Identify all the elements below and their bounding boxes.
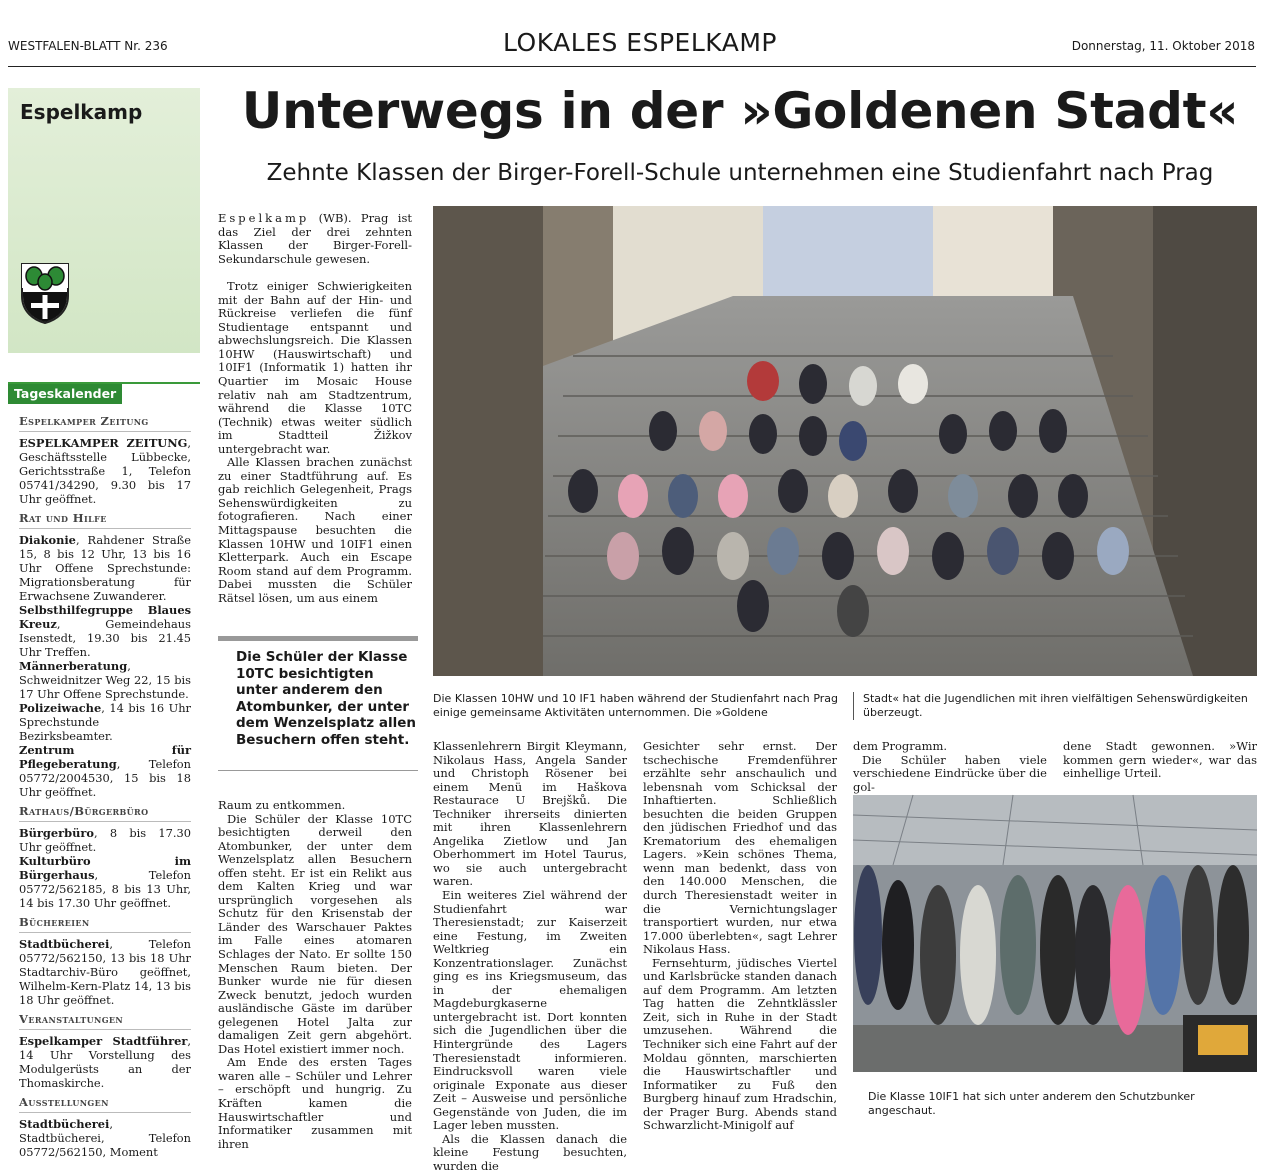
calendar-entry: Espelkamper Stadtführer, 14 Uhr Vorstellung des Modulgerüsts an der Thomaskirche. [19,1034,191,1090]
newspaper-name: WESTFALEN-BLATT Nr. 236 [8,39,168,53]
article-subheadline: Zehnte Klassen der Birger-Forell-Schule unternehmen eine Studienfahrt nach Prag [266,160,1214,186]
town-name: Espelkamp [20,100,143,124]
article-paragraph: Die Schüler haben viele verschiedene Eindrücke über die gol- [853,752,1047,794]
calendar-entry: Selbsthilfegruppe Blaues Kreuz, Gemeindehaus Isenstedt, 19.30 bis 21.45 Uhr Treffen. [19,603,191,659]
article-column-1-top [218,212,412,605]
masthead-rule [8,66,1256,67]
calendar-heading: Rathaus/Bürgerbüro [19,804,191,822]
section-title: LOKALES ESPELKAMP [503,28,777,57]
pull-quote-box [218,636,418,771]
calendar-heading: Ausstellungen [19,1095,191,1113]
article-column-5 [1063,740,1257,781]
calendar-heading: Rat und Hilfe [19,511,191,529]
calendar-entry: Männerberatung, Schweidnitzer Weg 22, 15 bis 17 Uhr Offene Sprechstunde. [19,659,191,701]
calendar-entry: Polizeiwache, 14 bis 16 Uhr Sprechstunde Bezirksbeamter. [19,701,191,743]
bunker-group-photo [853,795,1257,1072]
calendar-entry: Kulturbüro im Bürgerhaus, Telefon 05772/562185, 8 bis 13 Uhr, 14 bis 17.30 Uhr geöffnet. [19,854,191,910]
photo-caption: Die Klassen 10HW und 10 IF1 haben während der Studienfahrt nach Prag einige gemeinsame Aktivitäten unternommen. Die »Goldene [433,692,838,719]
dateline: Espelkamp [218,211,310,225]
issue-date: Donnerstag, 11. Oktober 2018 [1071,39,1255,53]
article-paragraph: Fernsehturm, jüdisches Viertel und Karlsbrücke standen danach auf dem Programm. Am letzten Tag hatten die Zehntklässler Zeit, sich in Ruhe in der Stadt umzusehen. Während die Techniker sich eine Fahrt auf der Moldau gönnten, marschierten die Hauswirtschaftler und Informatiker zu Fuß den Burgberg hinauf zum Hradschin, der Prager Burg. Abends stand Schwarzlicht-Minigolf auf [643,955,837,1133]
article-paragraph: Am Ende des ersten Tages waren alle – Schüler und Lehrer – erschöpft und hungrig. Zu Kräften kamen die Hauswirtschaftler und Informatiker zusammen mit ihren [218,1055,412,1151]
article-paragraph: Klassenlehrern Birgit Kleymann, Nikolaus Hass, Angela Sander und Christoph Rösener bei einem Menü im Haškova Restaurace U Brejšků. Die Techniker ihrerseits dinierten mit ihren Klassenlehrern Angelika Zietlow und Jan Oberhommert im Hotel Taurus, wo sie auch untergebracht waren. [433,739,627,889]
article-paragraph: Raum zu entkommen. [218,798,346,812]
article-paragraph: dem Programm. [853,739,948,753]
article-paragraph: Alle Klassen brachen zunächst zu einer Stadtführung auf. Es gab reichlich Gelegenheit, Prags Sehenswürdigkeiten zu fotografieren. Nach einer Mittagspause besuchten die Klassen 10HW und 10IF1 einen Kletterpark. Auch ein Escape Room stand auf dem Programm. Dabei mussten die Schüler Rätsel lösen, um aus einem [218,455,412,605]
article-paragraph: Als die Klassen danach die kleine Festung besuchten, wurden die [433,1131,627,1173]
calendar-entry: Bürgerbüro, 8 bis 17.30 Uhr geöffnet. [19,826,191,854]
article-paragraph: Gesichter sehr ernst. Der tschechische Fremdenführer erzählte sehr anschaulich und lebensnah vom Schicksal der Inhaftierten. Schließlich besuchten die beiden Gruppen den jüdischen Friedhof und das Krematorium des ehemaligen Lagers. »Kein schönes Thema, wenn man bedenkt, dass von den 140.000 Menschen, die durch Theresienstadt weiter in die Vernichtungslager transportiert wurden, nur etwa 17.000 überlebten«, sagt Lehrer Nikolaus Hass. [643,739,837,957]
article-column-2 [433,740,627,1174]
calendar-entry: Stadtbücherei, Stadtbücherei, Telefon 05772/562150, Moment [19,1117,191,1159]
calendar-list [19,414,191,1159]
article-paragraph: Espelkamp (WB). Prag ist das Ziel der drei zehnten Klassen der Birger-Forell-Sekundarschule gewesen. [218,211,412,266]
coat-of-arms-icon [20,262,70,324]
photo-caption-continued: Stadt« hat die Jugendlichen mit ihren vielfältigen Sehenswürdigkeiten überzeugt. [853,692,1257,720]
group-photo-prague [433,206,1257,676]
calendar-entry: Diakonie, Rahdener Straße 15, 8 bis 12 Uhr, 13 bis 16 Uhr Offene Sprechstunde: Migrationsberatung für Erwachsene Zuwanderer. [19,533,191,603]
calendar-label: Tageskalender [8,384,122,404]
calendar-heading: Büchereien [19,915,191,933]
calendar-heading: Veranstaltungen [19,1012,191,1030]
calendar-entry: Stadtbücherei, Telefon 05772/562150, 13 bis 18 Uhr Stadtarchiv-Büro geöffnet, Wilhelm-Kern-Platz 14, 13 bis 18 Uhr geöffnet. [19,937,191,1007]
pull-quote: Die Schüler der Klasse 10TC besichtigten unter anderem den Atombunker, der unter dem Wenzelsplatz allen Besuchern offen steht. [236,649,416,748]
article-paragraph: Die Schüler der Klasse 10TC besichtigten derweil den Atombunker, der unter dem Wenzelsplatz allen Besuchern offen steht. Er ist ein Relikt aus dem Kalten Krieg und war ursprünglich vorgesehen als Schutz für den Krisenstab der Länder des Warschauer Paktes im Falle eines atomaren Schlages der Nato. Er sollte 150 Menschen Raum bieten. Der Bunker wurde nie für diesen Zweck benutzt, jedoch wurden ausländische Gäste im darüber gelegenen Hotel Jalta zur damaligen Zeit gern abgehört. Das Hotel existiert immer noch. [218,811,412,1056]
calendar-entry: Zentrum für Pflegeberatung, Telefon 05772/2004530, 15 bis 18 Uhr geöffnet. [19,743,191,799]
article-paragraph: Ein weiteres Ziel während der Studienfahrt war Theresienstadt; zur Kaiserzeit eine Festung, im Zweiten Weltkrieg ein Konzentrationslager. Zunächst ging es ins Kriegsmuseum, das in der ehemaligen Magdeburgkaserne untergebracht ist. Dort konnten sich die Jugendlichen über die Hintergründe des Lagers Theresienstadt informieren. Eindrucksvoll waren viele originale Exponate aus dieser Zeit – Ausweise und persönliche Gegenstände von Juden, die im Lager leben mussten. [433,888,627,1133]
calendar-entry: ESPELKAMPER ZEITUNG, Geschäftsstelle Lübbecke, Gerichtsstraße 1, Telefon 05741/34290, 9.30 bis 17 Uhr geöffnet. [19,436,191,506]
article-column-1-bottom [218,799,412,1151]
calendar-heading: Espelkamper Zeitung [19,414,191,432]
article-headline: Unterwegs in der »Goldenen Stadt« [241,82,1239,140]
article-paragraph: Trotz einiger Schwierigkeiten mit der Bahn auf der Hin- und Rückreise verliefen die fünf Studientage entspannt und abwechslungsreich. Die Klassen 10HW (Hauswirtschaft) und 10IF1 (Informatik 1) hatten ihr Quartier im Mosaic House relativ nah am Stadtzentrum, während die Klasse 10TC (Technik) etwas weiter südlich im Stadtteil Žižkov untergebracht war. [218,279,412,456]
article-column-4 [853,740,1047,794]
article-paragraph: dene Stadt gewonnen. »Wir kommen gern wieder«, war das einhellige Urteil. [1063,739,1257,781]
article-column-3 [643,740,837,1133]
photo-caption-2: Die Klasse 10IF1 hat sich unter anderem den Schutzbunker angeschaut. [868,1090,1195,1117]
